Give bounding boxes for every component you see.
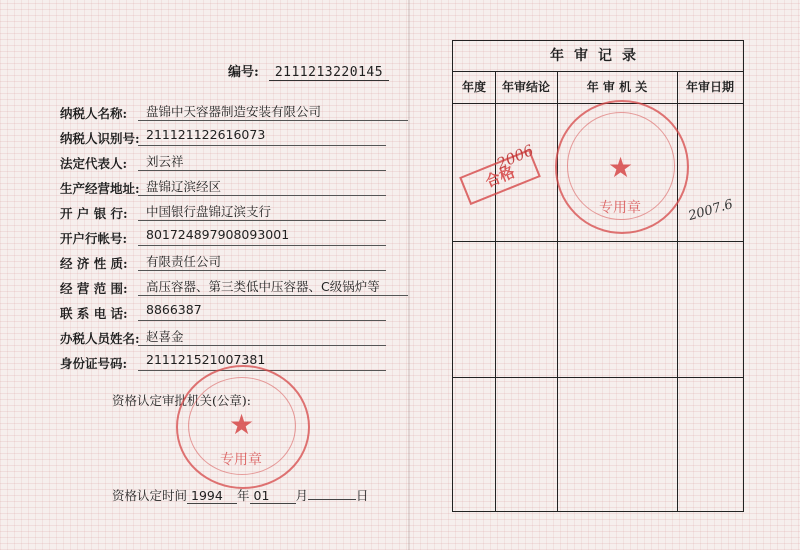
field-label: 法定代表人: bbox=[60, 156, 128, 171]
official-seal-right bbox=[555, 100, 689, 234]
field-value: 盘锦中天容器制造安装有限公司 bbox=[138, 102, 408, 121]
field-label: 身份证号码: bbox=[60, 356, 128, 371]
field-value: 801724897908093001 bbox=[138, 227, 386, 246]
field-label: 开 户 银 行: bbox=[60, 206, 128, 221]
field-label: 纳税人识别号: bbox=[60, 131, 140, 146]
field-label: 联 系 电 话: bbox=[60, 306, 128, 321]
row-divider bbox=[453, 377, 743, 378]
column-divider bbox=[557, 71, 558, 511]
field-value: 211121521007381 bbox=[138, 352, 386, 371]
serial-row bbox=[228, 61, 389, 81]
seal-text: 专用章 bbox=[220, 452, 262, 468]
qualified-stamp: 合格 bbox=[459, 149, 541, 205]
field-label: 开户行帐号: bbox=[60, 231, 128, 246]
seal-text: 专用章 bbox=[599, 200, 641, 216]
date-day bbox=[308, 499, 356, 500]
field-value: 有限责任公司 bbox=[138, 252, 386, 271]
star-icon: ★ bbox=[229, 408, 255, 441]
row-divider bbox=[453, 241, 743, 242]
handwritten-year: 2006 bbox=[493, 141, 537, 173]
date-month-unit: 月 bbox=[295, 488, 309, 503]
date-day-unit: 日 bbox=[356, 488, 369, 503]
field-label: 纳税人名称: bbox=[60, 106, 128, 121]
field-label: 经 营 范 围: bbox=[60, 281, 128, 296]
official-seal-left bbox=[176, 365, 310, 489]
field-value: 赵喜金 bbox=[138, 327, 386, 346]
column-header-year: 年度 bbox=[453, 71, 495, 104]
field-value: 刘云祥 bbox=[138, 152, 386, 171]
page-fold bbox=[408, 0, 410, 550]
field-value: 高压容器、第三类低中压容器、C级锅炉等 bbox=[138, 277, 408, 296]
column-divider bbox=[495, 71, 496, 511]
certification-date bbox=[112, 486, 369, 504]
field-label: 经 济 性 质: bbox=[60, 256, 128, 271]
column-header-date: 年审日期 bbox=[677, 71, 743, 104]
field-value: 盘锦辽滨经区 bbox=[138, 177, 386, 196]
field-label: 生产经营地址: bbox=[60, 181, 140, 196]
table-title: 年审记录 bbox=[453, 41, 743, 72]
field-label: 办税人员姓名: bbox=[60, 331, 140, 346]
date-year: 1994 bbox=[187, 488, 237, 504]
field-value: 8866387 bbox=[138, 302, 386, 321]
date-month: 01 bbox=[250, 488, 296, 504]
date-year-unit: 年 bbox=[237, 488, 250, 503]
serial-number: 2111213220145 bbox=[269, 65, 389, 81]
field-value: 211121122616073 bbox=[138, 127, 386, 146]
date-label: 资格认定时间 bbox=[112, 488, 188, 503]
field-value: 中国银行盘锦辽滨支行 bbox=[138, 202, 386, 221]
handwritten-review-date: 2007.6 bbox=[686, 197, 735, 224]
serial-label: 编号: bbox=[228, 65, 259, 80]
column-header-conclusion: 年审结论 bbox=[495, 71, 557, 104]
star-icon: ★ bbox=[608, 151, 634, 184]
approval-authority-label: 资格认定审批机关(公章): bbox=[112, 393, 251, 408]
column-header-authority: 年 审 机 关 bbox=[557, 71, 677, 104]
